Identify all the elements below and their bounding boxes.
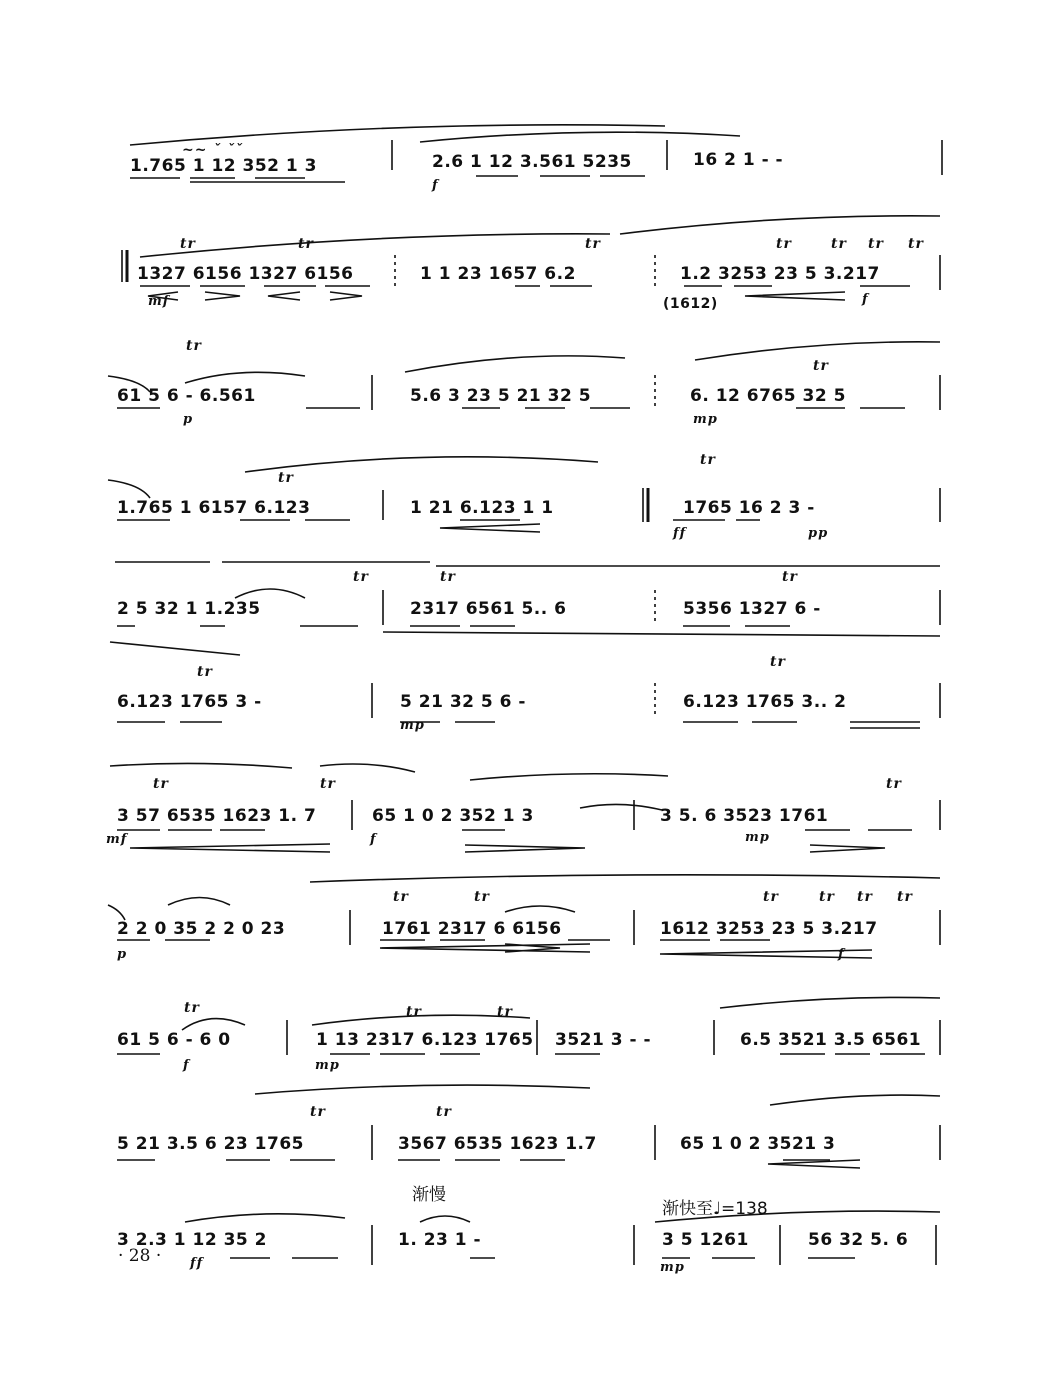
- measure: 2317 6561 5.. 6: [410, 599, 567, 619]
- trill-mark: tr: [700, 452, 716, 468]
- trill-mark: tr: [868, 236, 884, 252]
- measure: 1612 3253 23 5 3.217: [660, 919, 878, 939]
- trill-mark: tr: [782, 569, 798, 585]
- dynamic-mark: f: [838, 947, 845, 962]
- trill-mark: tr: [180, 236, 196, 252]
- dynamic-mark: ff: [673, 526, 687, 541]
- measure: 3 5 1261: [662, 1230, 749, 1250]
- measure: 5.6 3 23 5 21 32 5: [410, 386, 592, 406]
- page-number: · 28 ·: [118, 1246, 162, 1266]
- dynamic-mark: ff: [190, 1256, 204, 1271]
- trill-mark: tr: [897, 889, 913, 905]
- measure: 5356 1327 6 -: [683, 599, 821, 619]
- trill-mark: tr: [320, 776, 336, 792]
- trill-mark: tr: [353, 569, 369, 585]
- measure: 65 1 0 2 352 1 3: [372, 806, 534, 826]
- measure: 3567 6535 1623 1.7: [398, 1134, 597, 1154]
- dynamic-mark: mf: [148, 294, 170, 309]
- trill-mark: tr: [186, 338, 202, 354]
- dynamic-mark: f: [183, 1058, 190, 1073]
- measure: 61 5 6 - 6.561: [117, 386, 256, 406]
- measure: 1327 6156 1327 6156: [137, 264, 354, 284]
- tempo-slower-mark: 渐慢: [412, 1185, 446, 1205]
- measure: 1 21 6.123 1 1: [410, 498, 554, 518]
- dynamic-mark: f: [370, 832, 377, 847]
- trill-mark: tr: [393, 889, 409, 905]
- trill-mark: tr: [436, 1104, 452, 1120]
- trill-mark: tr: [886, 776, 902, 792]
- measure: 1 13 2317 6.123 1765: [316, 1030, 534, 1050]
- measure: 3 2.3 1 12 35 2: [117, 1230, 268, 1250]
- trill-mark: tr: [857, 889, 873, 905]
- measure: 1. 23 1 -: [398, 1230, 482, 1250]
- trill-mark: tr: [763, 889, 779, 905]
- measure: 6.5 3521 3.5 6561: [740, 1030, 922, 1050]
- measure: 1765 16 2 3 -: [683, 498, 815, 518]
- trill-mark: tr: [184, 1000, 200, 1016]
- dynamic-mark: mp: [745, 830, 770, 845]
- measure: 1 1 23 1657 6.2: [420, 264, 576, 284]
- measure: 61 5 6 - 6 0: [117, 1030, 231, 1050]
- trill-mark: tr: [474, 889, 490, 905]
- trill-mark: tr: [406, 1004, 422, 1020]
- tempo-faster-mark: 渐快至♩=138: [662, 1199, 768, 1219]
- dynamic-mark: mp: [400, 718, 425, 733]
- measure: 6. 12 6765 32 5: [690, 386, 846, 406]
- dynamic-mark: mf: [106, 832, 128, 847]
- measure: 16 2 1 - -: [693, 150, 784, 170]
- trill-mark: tr: [770, 654, 786, 670]
- dynamic-mark: f: [862, 292, 869, 307]
- trill-mark: tr: [831, 236, 847, 252]
- trill-mark: tr: [298, 236, 314, 252]
- measure: 1.765 1 12 352 1 3: [130, 156, 317, 176]
- grace-note: ~~ ˇ ˇˇ: [182, 142, 244, 158]
- trill-mark: tr: [776, 236, 792, 252]
- measure: 5 21 3.5 6 23 1765: [117, 1134, 304, 1154]
- trill-mark: tr: [440, 569, 456, 585]
- trill-mark: tr: [497, 1004, 513, 1020]
- dynamic-mark: f: [432, 178, 439, 193]
- trill-mark: tr: [153, 776, 169, 792]
- measure: 5 21 32 5 6 -: [400, 692, 526, 712]
- measure: 1.765 1 6157 6.123: [117, 498, 311, 518]
- trill-mark: tr: [310, 1104, 326, 1120]
- measure: 6.123 1765 3 -: [117, 692, 262, 712]
- measure: 1761 2317 6 6156: [382, 919, 562, 939]
- trill-mark: tr: [819, 889, 835, 905]
- measure: 2.6 1 12 3.561 5235: [432, 152, 632, 172]
- trill-mark: tr: [908, 236, 924, 252]
- measure: 1.2 3253 23 5 3.217: [680, 264, 880, 284]
- dynamic-mark: mp: [660, 1260, 685, 1275]
- dynamic-mark: p: [117, 947, 128, 962]
- bracketed-notes: (1612): [663, 296, 718, 312]
- measure: 3521 3 - -: [555, 1030, 652, 1050]
- trill-mark: tr: [813, 358, 829, 374]
- trill-mark: tr: [585, 236, 601, 252]
- dynamic-mark: pp: [808, 526, 829, 541]
- measure: 65 1 0 2 3521 3: [680, 1134, 836, 1154]
- dynamic-mark: mp: [693, 412, 718, 427]
- measure: 2 2 0 35 2 2 0 23: [117, 919, 286, 939]
- measure: 3 5. 6 3523 1761: [660, 806, 829, 826]
- measure: 3 57 6535 1623 1. 7: [117, 806, 317, 826]
- dynamic-mark: mp: [315, 1058, 340, 1073]
- measure: 6.123 1765 3.. 2: [683, 692, 847, 712]
- measure: 56 32 5. 6: [808, 1230, 909, 1250]
- measure: 2 5 32 1 1.235: [117, 599, 261, 619]
- trill-mark: tr: [197, 664, 213, 680]
- dynamic-mark: p: [183, 412, 194, 427]
- trill-mark: tr: [278, 470, 294, 486]
